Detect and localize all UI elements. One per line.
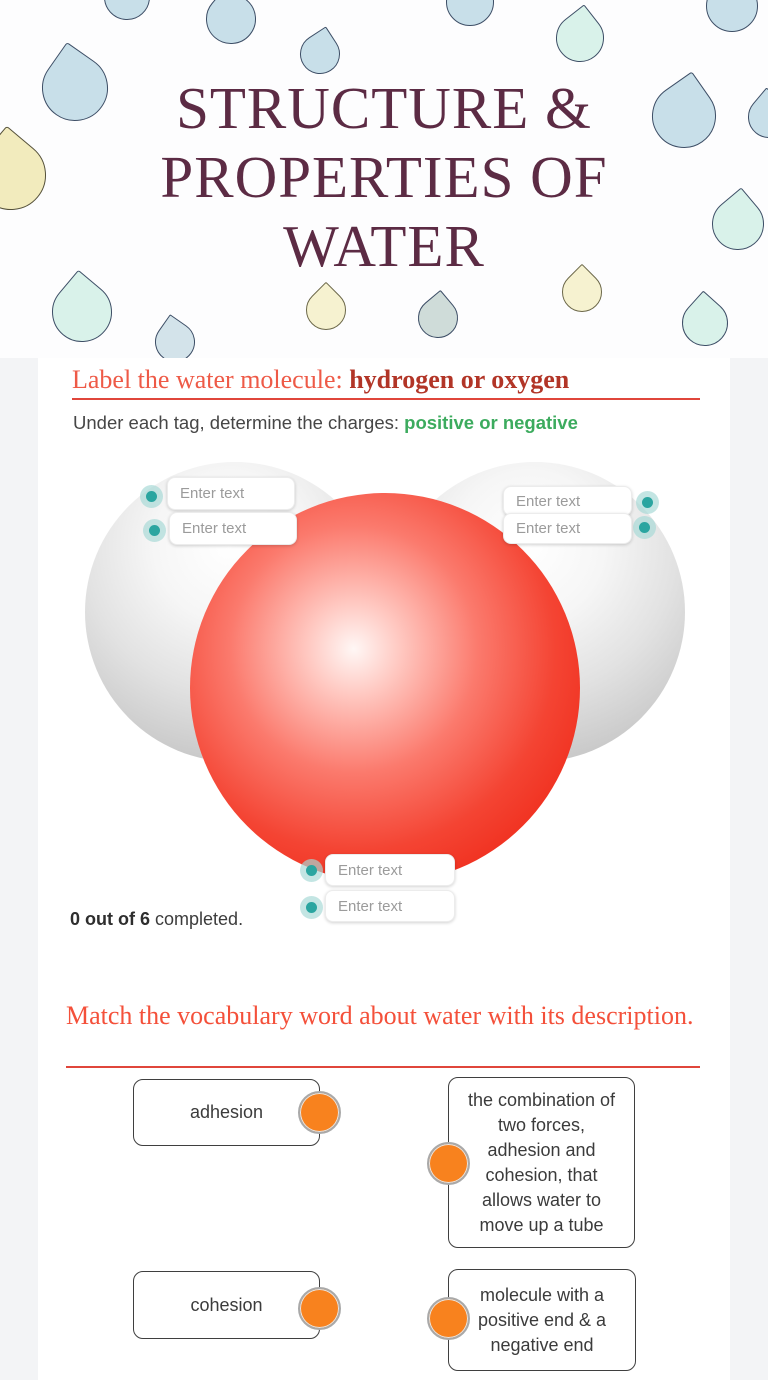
droplet-icon	[695, 0, 768, 43]
match-description-text: molecule with a positive end & a negative end	[477, 1284, 607, 1355]
title-line: PROPERTIES OF	[160, 144, 608, 210]
droplet-icon	[410, 290, 466, 346]
match-word-box	[133, 1079, 320, 1146]
match-description-box	[448, 1269, 636, 1371]
connector-dot-icon[interactable]	[427, 1142, 470, 1185]
label-tag-input-1[interactable]	[167, 477, 295, 510]
droplet-icon	[673, 291, 738, 356]
worksheet-card	[38, 358, 730, 1380]
match-word-label: cohesion	[190, 1294, 263, 1315]
title-line: WATER	[283, 213, 485, 279]
connector-dot-icon[interactable]	[298, 1091, 341, 1134]
label-tag-input-5[interactable]	[325, 854, 455, 886]
connector-dot-icon[interactable]	[298, 1287, 341, 1330]
tag-pin-icon[interactable]	[633, 516, 656, 539]
match-word-label: adhesion	[189, 1102, 264, 1122]
droplet-icon	[436, 0, 504, 36]
label-tag-input-3[interactable]	[503, 486, 632, 516]
title-line: STRUCTURE &	[176, 75, 592, 141]
droplet-icon	[147, 314, 203, 358]
worksheet-title	[0, 74, 768, 281]
tag-pin-icon[interactable]	[300, 896, 323, 919]
progress-count: 0 out of 6	[70, 909, 150, 929]
oxygen-sphere	[190, 493, 580, 883]
progress-suffix: completed.	[155, 909, 244, 929]
heading-text: Label the water molecule:	[72, 365, 343, 394]
match-word-box	[133, 1271, 320, 1339]
match-section-heading: Match the vocabulary word about water with its description.	[66, 1001, 694, 1030]
section-divider	[66, 1066, 700, 1068]
progress-text	[70, 909, 243, 930]
connector-dot-icon[interactable]	[427, 1297, 470, 1340]
instruction-accent: positive or negative	[404, 412, 578, 433]
label-tag-input-4[interactable]	[503, 513, 632, 544]
match-description-text: the combination of two forces, adhesion and cohesion, that allows water to move up a tube	[467, 1089, 616, 1235]
heading-accent-text: hydrogen or oxygen	[349, 365, 570, 394]
match-description-box	[448, 1077, 635, 1248]
droplet-icon	[40, 270, 125, 355]
droplet-icon	[196, 0, 266, 54]
droplet-icon	[298, 282, 355, 339]
tag-pin-icon[interactable]	[300, 859, 323, 882]
label-tag-input-6[interactable]	[325, 890, 455, 922]
banner	[0, 0, 768, 358]
instruction-main: Under each tag, determine the charges:	[73, 412, 399, 433]
tag-pin-icon[interactable]	[636, 491, 659, 514]
droplet-icon	[546, 4, 613, 71]
tag-pin-icon[interactable]	[143, 519, 166, 542]
label-tag-input-2[interactable]	[169, 512, 297, 545]
tag-pin-icon[interactable]	[140, 485, 163, 508]
droplet-icon	[95, 0, 160, 29]
